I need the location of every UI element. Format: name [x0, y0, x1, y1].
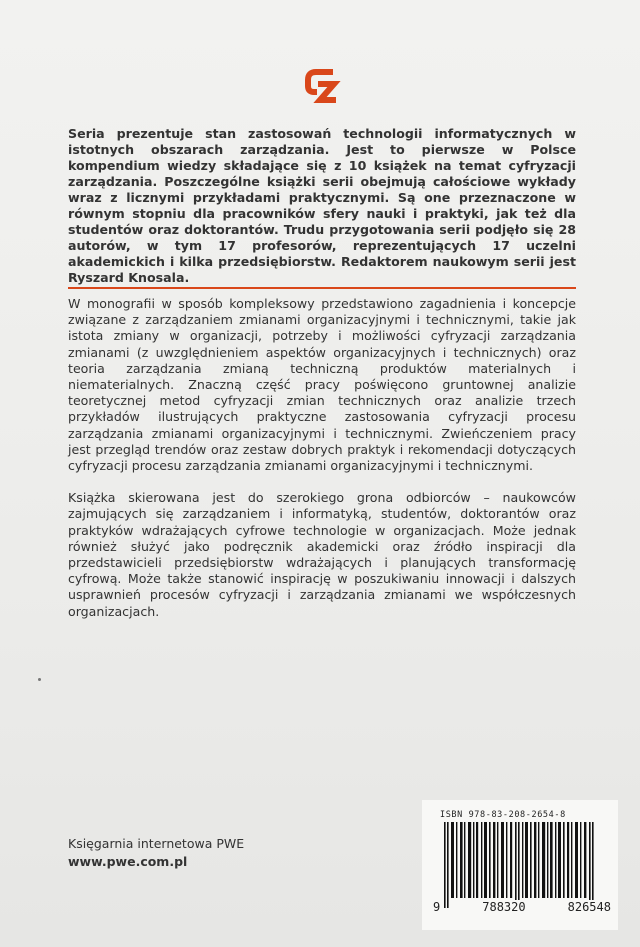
barcode-digit-prefix: 9: [433, 900, 441, 914]
bookstore-label: Księgarnia internetowa PWE: [68, 836, 245, 851]
barcode-digit-group-1: 788320: [482, 900, 526, 914]
book-description-paragraph-2: Książka skierowana jest do szerokiego grona odbiorców – naukowców zajmujących się zarządzaniem i informatyką, studentów, doktorantów oraz praktyków wdrażających cyfrowe technologie w organizacjach. Może jednak również służyć jako podręcznik akademicki oraz źródło inspiracji dla przedstawicieli przedsiębiorstw wdrażających i planujących transformację cyfrową. Może także stanowić inspirację w poszukiwaniu innowacji i dalszych usprawnień procesów cyfryzacji i zarządzania zmianami we współczesnych organizacjach.: [68, 490, 576, 619]
cz-series-logo-icon: [302, 66, 342, 106]
book-description: [68, 296, 576, 636]
accent-divider: [68, 287, 576, 289]
book-description-paragraph-1: W monografii w sposób kompleksowy przedstawiono zagadnienia i koncepcje związane z zarządzaniem zmianami organizacyjnymi i technicznymi, takie jak istota zmiany w organizacji, potrzeby i możliwości cyfryzacji zarządzania zmianami (z uwzględnieniem aspektów organizacyjnych i technicznych) oraz teoria zarządzania zmianą techniczną produktów materialnych i niematerialnych. Znaczną część pracy poświęcono gruntownej analizie teoretycznej metod cyfryzacji zmian technicznych oraz analizie trzech przykładów ilustrujących praktyczne zastosowania cyfryzacji procesu zarządzania zmianami organizacyjnymi i technicznymi. Zwieńczeniem pracy jest przegląd trendów oraz zestaw dobrych praktyk i rekomendacji dotyczących cyfryzacji procesu zarządzania zmianami organizacyjnymi i technicznymi.: [68, 296, 576, 474]
isbn-label: ISBN 978-83-208-2654-8: [440, 810, 566, 820]
print-speck: [38, 678, 41, 681]
publisher-website: www.pwe.com.pl: [68, 854, 188, 869]
series-description: Seria prezentuje stan zastosowań technologii informatycznych w istotnych obszarach zarządzania. Jest to pierwsze w Polsce kompendium wiedzy składające się z 10 książek na temat cyfryzacji zarządzania. Poszczególne książki serii obejmują całościowe wykłady wraz z licznymi przykładami praktycznymi. Są one przeznaczone w równym stopniu dla pracowników sfery nauki i praktyki, jak też dla studentów oraz doktorantów. Trudu przygotowania serii podjęło się 28 autorów, w tym 17 profesorów, reprezentujących 17 uczelni akademickich i kilka przedsiębiorstw. Redaktorem naukowym serii jest Ryszard Knosala.: [68, 126, 576, 285]
barcode-digits: [432, 900, 612, 914]
barcode-digit-group-2: 826548: [567, 900, 611, 914]
